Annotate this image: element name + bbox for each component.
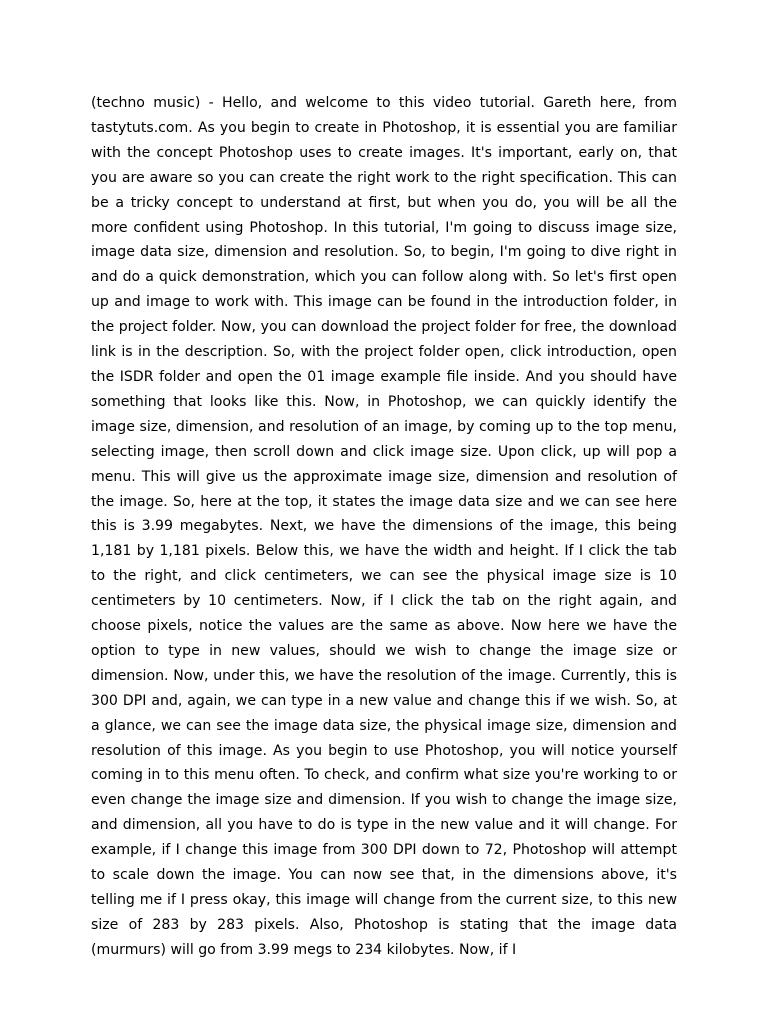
transcript-paragraph: (techno music) - Hello, and welcome to this video tutorial. Gareth here, from tastytuts.com. As you begin to create in Photoshop, it is essential you are familiar with the concept Photoshop uses to create images. It's important, early on, that you are aware so you can create the right work to the right specification. This can be a tricky concept to understand at first, but when you do, you will be all the more confident using Photoshop. In this tutorial, I'm going to discuss image size, image data size, dimension and resolution. So, to begin, I'm going to dive right in and do a quick demonstration, which you can follow along with. So let's first open up and image to work with. This image can be found in the introduction folder, in the project folder. Now, you can download the project folder for free, the download link is in the description. So, with the project folder open, click introduction, open the ISDR folder and open the 01 image example file inside. And you should have something that looks like this. Now, in Photoshop, we can quickly identify the image size, dimension, and resolution of an image, by coming up to the top menu, selecting image, then scroll down and click image size. Upon click, up will pop a menu. This will give us the approximate image size, dimension and resolution of the image. So, here at the top, it states the image data size and we can see here this is 3.99 megabytes. Next, we have the dimensions of the image, this being 1,181 by 1,181 pixels. Below this, we have the width and height. If I click the tab to the right, and click centimeters, we can see the physical image size is 10 centimeters by 10 centimeters. Now, if I click the tab on the right again, and choose pixels, notice the values are the same as above. Now here we have the option to type in new values, should we wish to change the image size or dimension. Now, under this, we have the resolution of the image. Currently, this is 300 DPI and, again, we can type in a new value and change this if we wish. So, at a glance, we can see the image data size, the physical image size, dimension and resolution of this image. As you begin to use Photoshop, you will notice yourself coming in to this menu often. To check, and confirm what size you're working to or even change the image size and dimension. If you wish to change the image size, and dimension, all you have to do is type in the new value and it will change. For example, if I change this image from 300 DPI down to 72, Photoshop will attempt to scale down the image. You can now see that, in the dimensions above, it's telling me if I press okay, this image will change from the current size, to this new size of 283 by 283 pixels. Also, Photoshop is stating that the image data (murmurs) will go from 3.99 megs to 234 kilobytes. Now, if I (91, 95, 677, 958)
